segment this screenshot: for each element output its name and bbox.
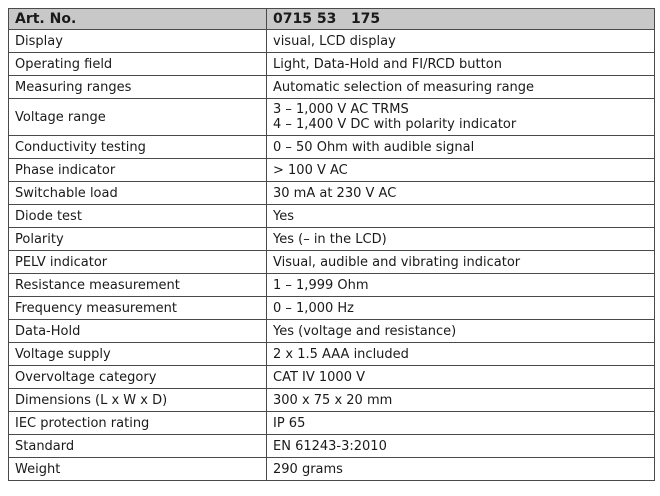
row-value xyxy=(267,251,655,274)
table-row xyxy=(9,159,655,182)
row-value xyxy=(267,159,655,182)
row-label: Frequency measurement xyxy=(9,297,267,320)
row-value-line: Automatic selection of measuring range xyxy=(273,79,535,95)
spec-table-body xyxy=(9,9,655,481)
row-value xyxy=(267,389,655,412)
row-value-line: Yes xyxy=(273,208,294,224)
row-value xyxy=(267,435,655,458)
table-row xyxy=(9,30,655,53)
row-value xyxy=(267,458,655,481)
row-label: Weight xyxy=(9,458,267,481)
table-row xyxy=(9,458,655,481)
row-label: Voltage range xyxy=(9,99,267,136)
row-value-line: Yes (– in the LCD) xyxy=(273,231,387,247)
table-row xyxy=(9,297,655,320)
row-value xyxy=(267,205,655,228)
spec-table xyxy=(8,8,655,481)
row-value-line: 2 x 1.5 AAA included xyxy=(273,346,409,362)
row-value-line: 3 – 1,000 V AC TRMS xyxy=(273,102,409,117)
row-value-line: 1 – 1,999 Ohm xyxy=(273,277,369,293)
row-value-line: > 100 V AC xyxy=(273,162,348,178)
table-header-row xyxy=(9,9,655,30)
row-label: Diode test xyxy=(9,205,267,228)
row-label: Display xyxy=(9,30,267,53)
table-row xyxy=(9,76,655,99)
row-value xyxy=(267,343,655,366)
row-value-line: 0 – 1,000 Hz xyxy=(273,300,354,316)
table-row xyxy=(9,53,655,76)
row-value xyxy=(267,297,655,320)
row-value xyxy=(267,136,655,159)
row-value-line: Light, Data-Hold and FI/RCD button xyxy=(273,56,502,72)
row-label: Switchable load xyxy=(9,182,267,205)
row-value-line: EN 61243-3:2010 xyxy=(273,438,387,454)
row-value xyxy=(267,366,655,389)
row-value-line: 30 mA at 230 V AC xyxy=(273,185,397,201)
row-value-line: 4 – 1,400 V DC with polarity indicator xyxy=(273,117,517,132)
row-value-line: visual, LCD display xyxy=(273,33,396,49)
row-value xyxy=(267,182,655,205)
row-value xyxy=(267,53,655,76)
table-row xyxy=(9,274,655,297)
row-value-line: Yes (voltage and resistance) xyxy=(273,323,457,339)
row-label: Operating field xyxy=(9,53,267,76)
row-value xyxy=(267,76,655,99)
row-label: Standard xyxy=(9,435,267,458)
table-row xyxy=(9,136,655,159)
row-value xyxy=(267,274,655,297)
table-row xyxy=(9,366,655,389)
table-row xyxy=(9,205,655,228)
table-row xyxy=(9,412,655,435)
header-value: 0715 53 175 xyxy=(267,9,655,30)
table-row xyxy=(9,251,655,274)
row-value-line: 290 grams xyxy=(273,461,343,477)
table-row xyxy=(9,228,655,251)
table-row xyxy=(9,182,655,205)
row-value xyxy=(267,320,655,343)
row-value-line: 300 x 75 x 20 mm xyxy=(273,392,393,408)
row-label: IEC protection rating xyxy=(9,412,267,435)
row-label: PELV indicator xyxy=(9,251,267,274)
row-value-line: Visual, audible and vibrating indicator xyxy=(273,254,521,270)
row-label: Measuring ranges xyxy=(9,76,267,99)
row-label: Conductivity testing xyxy=(9,136,267,159)
table-row xyxy=(9,343,655,366)
row-value xyxy=(267,30,655,53)
row-value-line: 0 – 50 Ohm with audible signal xyxy=(273,139,475,155)
header-label: Art. No. xyxy=(9,9,267,30)
row-label: Polarity xyxy=(9,228,267,251)
row-label: Dimensions (L x W x D) xyxy=(9,389,267,412)
row-label: Resistance measurement xyxy=(9,274,267,297)
table-row xyxy=(9,389,655,412)
table-row xyxy=(9,320,655,343)
row-value xyxy=(267,412,655,435)
row-value-line: CAT IV 1000 V xyxy=(273,369,366,385)
table-row xyxy=(9,435,655,458)
row-value-line: IP 65 xyxy=(273,415,306,431)
row-value xyxy=(267,228,655,251)
table-row xyxy=(9,99,655,136)
row-label: Voltage supply xyxy=(9,343,267,366)
row-value xyxy=(267,99,655,136)
row-label: Data-Hold xyxy=(9,320,267,343)
row-label: Overvoltage category xyxy=(9,366,267,389)
row-label: Phase indicator xyxy=(9,159,267,182)
